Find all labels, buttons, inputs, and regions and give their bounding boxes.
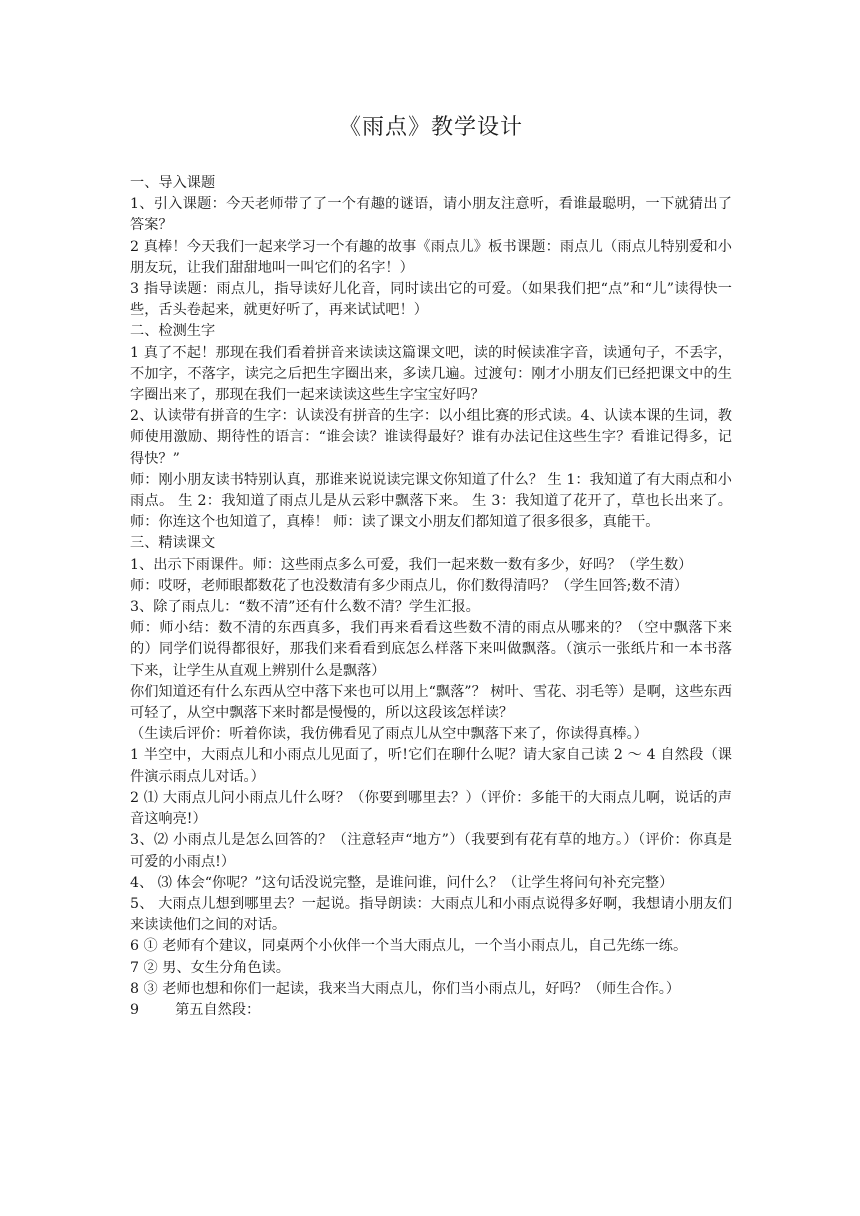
document-title: 《雨点》教学设计 — [338, 115, 523, 140]
paragraph: 3、除了雨点儿：“数不清”还有什么数不清？学生汇报。 — [130, 599, 480, 616]
paragraph: 师：师小结：数不清的东西真多，我们再来看看这些数不清的雨点从哪来的？（空中飘落下来的）同学们说得都很好，那我们来看看到底怎么样落下来叫做飘落。（演示一张纸片和一本书落下来，让学生从直观上辨别什么是飘落） — [130, 620, 732, 679]
paragraph: 3 指导读题：雨点儿，指导读好儿化音，同时读出它的可爱。（如果我们把“点”和“儿”读得快一些，舌头卷起来，就更好听了，再来试试吧！） — [130, 281, 732, 319]
paragraph: 8 ③ 老师也想和你们一起读，我来当大雨点儿，你们当小雨点儿，好吗？（师生合作。） — [130, 980, 681, 997]
paragraph: 5、 大雨点儿想到哪里去？一起说。指导朗读：大雨点儿和小雨点说得多好啊，我想请小朋友们来读读他们之间的对话。 — [130, 895, 732, 934]
paragraph: 1、引入课题：今天老师带了了一个有趣的谜语，请小朋友注意听，看谁最聪明，一下就猜出了答案？ — [130, 196, 732, 234]
paragraph: 1 半空中，大雨点儿和小雨点儿见面了，听!它们在聊什么呢？请大家自己读 2 ～ 4 自然段（课件演示雨点儿对话。） — [130, 747, 732, 785]
document-body — [130, 173, 732, 1021]
paragraph: 你们知道还有什么东西从空中落下来也可以用上“飘落”？ 树叶、雪花、羽毛等）是啊，这些东西可轻了，从空中飘落下来时都是慢慢的，所以这段该怎样读？ — [130, 683, 732, 722]
paragraph: 9 第五自然段： — [130, 1001, 261, 1018]
paragraph: 2 真棒！今天我们一起来学习一个有趣的故事《雨点儿》板书课题：雨点儿（雨点儿特别爱和小朋友玩，让我们甜甜地叫一叫它们的名字！） — [130, 238, 732, 276]
paragraph: 1 真了不起！那现在我们看着拼音来读读这篇课文吧，读的时候读准字音，读通句子，不丢字，不加字，不落字，读完之后把生字圈出来，多读几遍。过渡句：刚才小朋友们已经把课文中的生字圈出来了，那现在我们一起来读读这些生字宝宝好吗？ — [130, 344, 732, 404]
paragraph: 师：哎呀，老师眼都数花了也没数清有多少雨点儿，你们数得清吗？（学生回答;数不清） — [130, 577, 689, 594]
section-heading-check-characters: 二、检测生字 — [130, 323, 216, 340]
paragraph: 3、⑵ 小雨点儿是怎么回答的？（注意轻声“地方”）（我要到有花有草的地方。）（评价：你真是可爱的小雨点!） — [130, 832, 732, 870]
section-heading-close-reading: 三、精读课文 — [130, 535, 216, 552]
paragraph: 师：刚小朋友读书特别认真，那谁来说说读完课文你知道了什么？ 生 1：我知道了有大雨点和小雨点。 生 2：我知道了雨点儿是从云彩中飘落下来。 生 3：我知道了花开了，草也长出来了。 师：你连这个也知道了，真棒！ 师：读了课文小朋友们都知道了很多很多，真能干。 — [130, 471, 732, 531]
paragraph: 2 ⑴ 大雨点儿问小雨点儿什么呀？（你要到哪里去？）（评价：多能干的大雨点儿啊，说话的声音这响亮!） — [130, 789, 732, 828]
paragraph: （生读后评价：听着你读，我仿佛看见了雨点儿从空中飘落下来了，你读得真棒。） — [130, 726, 648, 743]
section-heading-intro: 一、导入课题 — [130, 175, 216, 191]
paragraph: 6 ① 老师有个建议，同桌两个小伙伴一个当大雨点儿，一个当小雨点儿，自己先练一练。 — [130, 938, 688, 955]
paragraph: 2、认读带有拼音的生字：认读没有拼音的生字：以小组比赛的形式读。4、认读本课的生词，教师使用激励、期待性的语言：“谁会读？谁读得最好？谁有办法记住这些生字？看谁记得多，记得快？” — [130, 408, 732, 467]
paragraph: 7 ② 男、女生分角色读。 — [130, 959, 290, 976]
paragraph: 1、出示下雨课件。师：这些雨点多么可爱，我们一起来数一数有多少，好吗？（学生数） — [130, 556, 693, 573]
paragraph: 4、 ⑶ 体会“你呢？”这句话没说完整，是谁问谁，问什么？（让学生将问句补充完整） — [130, 874, 674, 891]
